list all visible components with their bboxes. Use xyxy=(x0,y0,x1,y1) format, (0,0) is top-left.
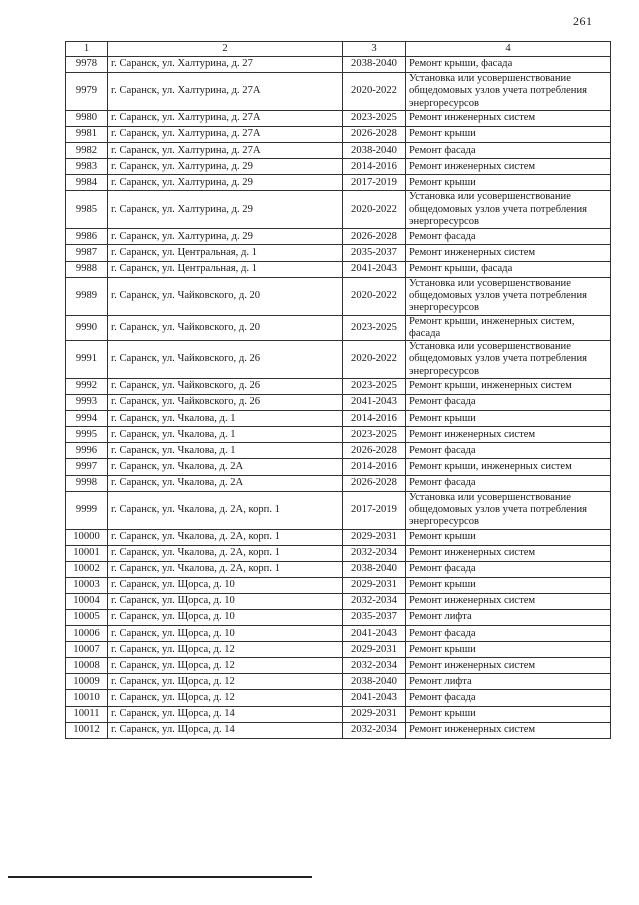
address-cell: г. Саранск, ул. Халтурина, д. 27А xyxy=(108,110,343,126)
row-number-cell: 9995 xyxy=(66,427,108,443)
work-type-cell: Ремонт крыши xyxy=(406,706,611,722)
work-type-cell: Ремонт крыши, фасада xyxy=(406,261,611,277)
work-type-cell: Ремонт крыши xyxy=(406,127,611,143)
period-cell: 2023-2025 xyxy=(343,427,406,443)
table-row xyxy=(66,529,611,545)
row-number-cell: 9998 xyxy=(66,475,108,491)
table-row xyxy=(66,690,611,706)
address-cell: г. Саранск, ул. Чкалова, д. 2А xyxy=(108,475,343,491)
period-cell: 2029-2031 xyxy=(343,529,406,545)
repair-schedule-table xyxy=(65,41,611,739)
row-number-cell: 9992 xyxy=(66,379,108,395)
address-cell: г. Саранск, ул. Щорса, д. 10 xyxy=(108,626,343,642)
table-row xyxy=(66,229,611,245)
work-type-cell: Ремонт крыши xyxy=(406,529,611,545)
period-cell: 2020-2022 xyxy=(343,277,406,315)
row-number-cell: 10007 xyxy=(66,642,108,658)
row-number-cell: 10009 xyxy=(66,674,108,690)
work-type-cell: Ремонт инженерных систем xyxy=(406,545,611,561)
table-row xyxy=(66,706,611,722)
period-cell: 2017-2019 xyxy=(343,491,406,529)
row-number-cell: 10004 xyxy=(66,593,108,609)
row-number-cell: 9984 xyxy=(66,175,108,191)
work-type-cell: Ремонт лифта xyxy=(406,674,611,690)
period-cell: 2041-2043 xyxy=(343,261,406,277)
work-type-cell: Ремонт инженерных систем xyxy=(406,245,611,261)
table-row xyxy=(66,427,611,443)
address-cell: г. Саранск, ул. Центральная, д. 1 xyxy=(108,261,343,277)
header-row xyxy=(66,42,611,57)
period-cell: 2032-2034 xyxy=(343,545,406,561)
period-cell: 2023-2025 xyxy=(343,315,406,341)
address-cell: г. Саранск, ул. Халтурина, д. 29 xyxy=(108,159,343,175)
address-cell: г. Саранск, ул. Халтурина, д. 27А xyxy=(108,143,343,159)
address-cell: г. Саранск, ул. Чкалова, д. 2А, корп. 1 xyxy=(108,529,343,545)
address-cell: г. Саранск, ул. Щорса, д. 10 xyxy=(108,593,343,609)
address-cell: г. Саранск, ул. Чайковского, д. 20 xyxy=(108,277,343,315)
table-row xyxy=(66,491,611,529)
work-type-cell: Установка или усовершенствование общедомовых узлов учета потребления энергоресурсов xyxy=(406,277,611,315)
address-cell: г. Саранск, ул. Чкалова, д. 1 xyxy=(108,411,343,427)
row-number-cell: 9978 xyxy=(66,57,108,73)
period-cell: 2035-2037 xyxy=(343,245,406,261)
address-cell: г. Саранск, ул. Халтурина, д. 29 xyxy=(108,229,343,245)
work-type-cell: Ремонт крыши xyxy=(406,642,611,658)
column-header-4: 4 xyxy=(406,42,611,57)
period-cell: 2029-2031 xyxy=(343,706,406,722)
table-row xyxy=(66,593,611,609)
table-row xyxy=(66,411,611,427)
row-number-cell: 10003 xyxy=(66,577,108,593)
work-type-cell: Установка или усовершенствование общедомовых узлов учета потребления энергоресурсов xyxy=(406,191,611,229)
period-cell: 2029-2031 xyxy=(343,577,406,593)
table-row xyxy=(66,191,611,229)
row-number-cell: 9991 xyxy=(66,341,108,379)
table-row xyxy=(66,610,611,626)
row-number-cell: 9982 xyxy=(66,143,108,159)
row-number-cell: 9979 xyxy=(66,73,108,111)
address-cell: г. Саранск, ул. Чкалова, д. 2А, корп. 1 xyxy=(108,561,343,577)
table-row xyxy=(66,561,611,577)
address-cell: г. Саранск, ул. Халтурина, д. 27А xyxy=(108,127,343,143)
work-type-cell: Ремонт инженерных систем xyxy=(406,427,611,443)
address-cell: г. Саранск, ул. Чайковского, д. 26 xyxy=(108,379,343,395)
row-number-cell: 9980 xyxy=(66,110,108,126)
address-cell: г. Саранск, ул. Чайковского, д. 26 xyxy=(108,341,343,379)
table-row xyxy=(66,315,611,341)
period-cell: 2038-2040 xyxy=(343,57,406,73)
work-type-cell: Ремонт фасада xyxy=(406,561,611,577)
work-type-cell: Ремонт крыши, инженерных систем xyxy=(406,459,611,475)
work-type-cell: Ремонт крыши, инженерных систем xyxy=(406,379,611,395)
period-cell: 2041-2043 xyxy=(343,395,406,411)
address-cell: г. Саранск, ул. Щорса, д. 12 xyxy=(108,658,343,674)
column-header-2: 2 xyxy=(108,42,343,57)
address-cell: г. Саранск, ул. Халтурина, д. 29 xyxy=(108,191,343,229)
period-cell: 2026-2028 xyxy=(343,229,406,245)
table-row xyxy=(66,175,611,191)
address-cell: г. Саранск, ул. Халтурина, д. 27 xyxy=(108,57,343,73)
period-cell: 2023-2025 xyxy=(343,379,406,395)
work-type-cell: Установка или усовершенствование общедомовых узлов учета потребления энергоресурсов xyxy=(406,341,611,379)
table-row xyxy=(66,395,611,411)
period-cell: 2029-2031 xyxy=(343,642,406,658)
work-type-cell: Ремонт крыши, инженерных систем, фасада xyxy=(406,315,611,341)
period-cell: 2020-2022 xyxy=(343,341,406,379)
work-type-cell: Ремонт инженерных систем xyxy=(406,658,611,674)
work-type-cell: Установка или усовершенствование общедомовых узлов учета потребления энергоресурсов xyxy=(406,73,611,111)
table-row xyxy=(66,379,611,395)
address-cell: г. Саранск, ул. Чкалова, д. 2А, корп. 1 xyxy=(108,545,343,561)
period-cell: 2014-2016 xyxy=(343,459,406,475)
work-type-cell: Ремонт инженерных систем xyxy=(406,110,611,126)
table-row xyxy=(66,626,611,642)
address-cell: г. Саранск, ул. Щорса, д. 14 xyxy=(108,706,343,722)
row-number-cell: 10010 xyxy=(66,690,108,706)
table-row xyxy=(66,127,611,143)
work-type-cell: Ремонт инженерных систем xyxy=(406,722,611,738)
table-body xyxy=(66,57,611,739)
table-row xyxy=(66,73,611,111)
address-cell: г. Саранск, ул. Щорса, д. 12 xyxy=(108,674,343,690)
work-type-cell: Ремонт фасада xyxy=(406,475,611,491)
row-number-cell: 9993 xyxy=(66,395,108,411)
row-number-cell: 9989 xyxy=(66,277,108,315)
period-cell: 2017-2019 xyxy=(343,175,406,191)
period-cell: 2035-2037 xyxy=(343,610,406,626)
work-type-cell: Ремонт фасада xyxy=(406,395,611,411)
row-number-cell: 9988 xyxy=(66,261,108,277)
period-cell: 2041-2043 xyxy=(343,626,406,642)
row-number-cell: 9990 xyxy=(66,315,108,341)
table-row xyxy=(66,159,611,175)
table-row xyxy=(66,475,611,491)
address-cell: г. Саранск, ул. Щорса, д. 14 xyxy=(108,722,343,738)
table-row xyxy=(66,459,611,475)
work-type-cell: Ремонт инженерных систем xyxy=(406,593,611,609)
work-type-cell: Ремонт инженерных систем xyxy=(406,159,611,175)
row-number-cell: 10002 xyxy=(66,561,108,577)
work-type-cell: Ремонт фасада xyxy=(406,690,611,706)
address-cell: г. Саранск, ул. Чкалова, д. 1 xyxy=(108,427,343,443)
table-row xyxy=(66,545,611,561)
row-number-cell: 9983 xyxy=(66,159,108,175)
period-cell: 2020-2022 xyxy=(343,191,406,229)
table-row xyxy=(66,57,611,73)
period-cell: 2032-2034 xyxy=(343,658,406,674)
period-cell: 2041-2043 xyxy=(343,690,406,706)
table-row xyxy=(66,143,611,159)
table-row xyxy=(66,722,611,738)
address-cell: г. Саранск, ул. Халтурина, д. 27А xyxy=(108,73,343,111)
row-number-cell: 10005 xyxy=(66,610,108,626)
period-cell: 2026-2028 xyxy=(343,475,406,491)
row-number-cell: 9987 xyxy=(66,245,108,261)
row-number-cell: 10000 xyxy=(66,529,108,545)
table-row xyxy=(66,341,611,379)
period-cell: 2026-2028 xyxy=(343,443,406,459)
address-cell: г. Саранск, ул. Чкалова, д. 1 xyxy=(108,443,343,459)
column-header-1: 1 xyxy=(66,42,108,57)
table-row xyxy=(66,110,611,126)
table-row xyxy=(66,674,611,690)
work-type-cell: Ремонт крыши, фасада xyxy=(406,57,611,73)
period-cell: 2014-2016 xyxy=(343,159,406,175)
address-cell: г. Саранск, ул. Щорса, д. 12 xyxy=(108,642,343,658)
period-cell: 2038-2040 xyxy=(343,143,406,159)
period-cell: 2032-2034 xyxy=(343,593,406,609)
address-cell: г. Саранск, ул. Центральная, д. 1 xyxy=(108,245,343,261)
period-cell: 2014-2016 xyxy=(343,411,406,427)
row-number-cell: 10001 xyxy=(66,545,108,561)
row-number-cell: 9996 xyxy=(66,443,108,459)
work-type-cell: Ремонт фасада xyxy=(406,143,611,159)
table-row xyxy=(66,658,611,674)
work-type-cell: Ремонт фасада xyxy=(406,229,611,245)
footer-rule xyxy=(8,876,312,878)
period-cell: 2020-2022 xyxy=(343,73,406,111)
table-row xyxy=(66,642,611,658)
work-type-cell: Ремонт фасада xyxy=(406,443,611,459)
row-number-cell: 9981 xyxy=(66,127,108,143)
work-type-cell: Ремонт крыши xyxy=(406,175,611,191)
address-cell: г. Саранск, ул. Чайковского, д. 20 xyxy=(108,315,343,341)
work-type-cell: Ремонт лифта xyxy=(406,610,611,626)
address-cell: г. Саранск, ул. Халтурина, д. 29 xyxy=(108,175,343,191)
table-row xyxy=(66,577,611,593)
period-cell: 2038-2040 xyxy=(343,674,406,690)
row-number-cell: 9986 xyxy=(66,229,108,245)
work-type-cell: Ремонт фасада xyxy=(406,626,611,642)
row-number-cell: 9997 xyxy=(66,459,108,475)
period-cell: 2026-2028 xyxy=(343,127,406,143)
address-cell: г. Саранск, ул. Чкалова, д. 2А, корп. 1 xyxy=(108,491,343,529)
row-number-cell: 10012 xyxy=(66,722,108,738)
page-number: 261 xyxy=(573,14,593,28)
period-cell: 2023-2025 xyxy=(343,110,406,126)
table-row xyxy=(66,277,611,315)
period-cell: 2038-2040 xyxy=(343,561,406,577)
table-row xyxy=(66,261,611,277)
address-cell: г. Саранск, ул. Чкалова, д. 2А xyxy=(108,459,343,475)
work-type-cell: Установка или усовершенствование общедомовых узлов учета потребления энергоресурсов xyxy=(406,491,611,529)
address-cell: г. Саранск, ул. Щорса, д. 12 xyxy=(108,690,343,706)
row-number-cell: 10008 xyxy=(66,658,108,674)
row-number-cell: 9999 xyxy=(66,491,108,529)
table-row xyxy=(66,245,611,261)
address-cell: г. Саранск, ул. Щорса, д. 10 xyxy=(108,577,343,593)
row-number-cell: 9994 xyxy=(66,411,108,427)
address-cell: г. Саранск, ул. Чайковского, д. 26 xyxy=(108,395,343,411)
column-header-3: 3 xyxy=(343,42,406,57)
table-row xyxy=(66,443,611,459)
work-type-cell: Ремонт крыши xyxy=(406,411,611,427)
period-cell: 2032-2034 xyxy=(343,722,406,738)
work-type-cell: Ремонт крыши xyxy=(406,577,611,593)
address-cell: г. Саранск, ул. Щорса, д. 10 xyxy=(108,610,343,626)
row-number-cell: 10006 xyxy=(66,626,108,642)
row-number-cell: 9985 xyxy=(66,191,108,229)
row-number-cell: 10011 xyxy=(66,706,108,722)
